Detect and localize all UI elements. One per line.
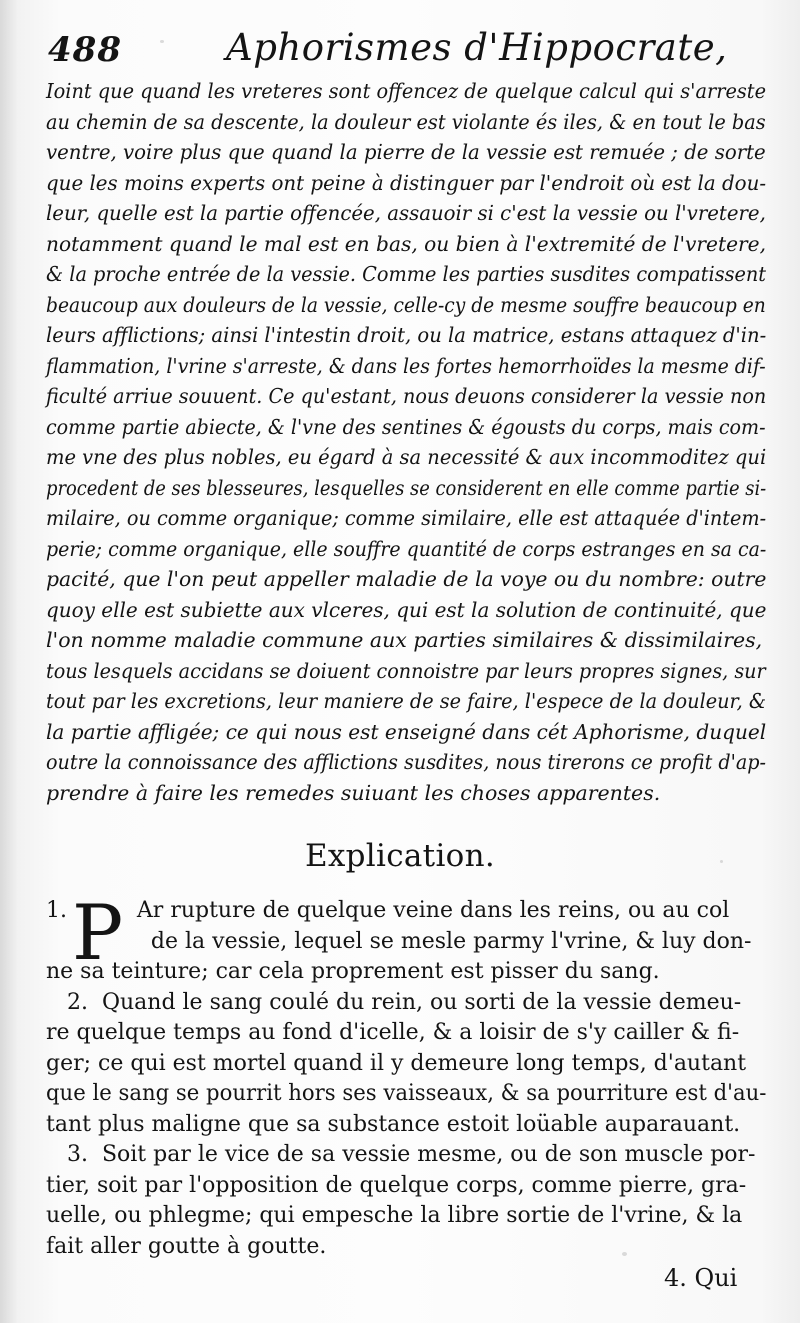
commentary-line: beaucoup aux douleurs de la vessie, celle-cy de mesme souffre beaucoup en: [46, 292, 766, 317]
commentary-line: outre la connoissance des afflictions susdites, nous tirerons ce profit d'ap-: [46, 750, 767, 774]
explication-line: ger; ce qui est mortel quand il y demeure long temps, d'autant: [46, 1050, 747, 1076]
explication-line: de la vessie, lequel se mesle parmy l'vrine, & luy don-: [46, 928, 752, 954]
drop-cap: P: [72, 888, 124, 977]
commentary-line: flammation, l'vrine s'arreste, & dans les fortes hemorrhoïdes la mesme dif-: [46, 353, 766, 378]
explication-line: uelle, ou phlegme; qui empesche la libre sortie de l'vrine, & la: [46, 1203, 743, 1228]
paper-speck: [622, 1252, 627, 1256]
commentary-line: quoy elle est subiette aux vlceres, qui est la solution de continuité, que: [46, 597, 767, 622]
catchword: 4. Qui: [664, 1264, 738, 1292]
paper-speck: [160, 40, 164, 43]
commentary-line: l'on nomme maladie commune aux parties similaires & dissimilaires,: [46, 628, 763, 652]
commentary-line: pacité, que l'on peut appeller maladie de la voye ou du nombre: outre: [46, 567, 767, 591]
commentary-line: que les moins experts ont peine à distinguer par l'endroit où est la dou-: [46, 170, 767, 195]
commentary-line: milaire, ou comme organique; comme similaire, elle est attaquée d'intem-: [46, 506, 767, 530]
explication-line: tant plus maligne que sa substance estoit loüable auparauant.: [46, 1111, 741, 1137]
section-heading: Explication.: [304, 838, 496, 874]
commentary-line: prendre à faire les remedes suiuant les choses apparentes.: [46, 780, 661, 805]
commentary-line: la partie affligée; ce qui nous est enseigné dans cét Aphorisme, duquel: [46, 719, 767, 744]
explication-line: ne sa teinture; car cela proprement est pisser du sang.: [46, 959, 660, 984]
explication-line: 3. Soit par le vice de sa vessie mesme, ou de son muscle por-: [46, 1142, 756, 1167]
paper-speck: [720, 860, 723, 863]
explication-line: 1. Ar rupture de quelque veine dans les reins, ou au col: [46, 898, 730, 923]
explication-list: [46, 888, 767, 1262]
commentary-paragraph: [46, 76, 766, 808]
running-title: Aphorismes d'Hippocrate,: [226, 26, 728, 69]
commentary-line: Ioint que quand les vreteres sont offencez de quelque calcul qui s'arreste: [46, 79, 767, 103]
page-header: [40, 22, 780, 74]
explication-line: tier, soit par l'opposition de quelque corps, comme pierre, gra-: [46, 1172, 747, 1198]
explication-line: que le sang se pourrit hors ses vaisseaux, & sa pourriture est d'au-: [46, 1081, 767, 1106]
explication-line: re quelque temps au fond d'icelle, & a loisir de s'y cailler & fi-: [46, 1020, 740, 1045]
commentary-line: tous lesquels accidans se doiuent connoistre par leurs propres signes, sur: [46, 658, 766, 683]
commentary-line: au chemin de sa descente, la douleur est violante és iles, & en tout le bas: [46, 109, 766, 134]
commentary-line: & la proche entrée de la vessie. Comme les parties susdites compatissent: [46, 262, 767, 286]
commentary-line: perie; comme organique, elle souffre quantité de corps estranges en sa ca-: [46, 536, 767, 561]
commentary-line: ficulté arriue souuent. Ce qu'estant, nous deuons considerer la vessie non: [46, 384, 767, 408]
commentary-line: tout par les excretions, leur maniere de se faire, l'espece de la douleur, &: [46, 689, 767, 713]
commentary-line: ventre, voire plus que quand la pierre de la vessie est remuée ; de sorte: [46, 140, 766, 164]
commentary-line: procedent de ses blesseures, lesquelles se considerent en elle comme partie si-: [46, 475, 767, 500]
explication-line: 2. Quand le sang coulé du rein, ou sorti de la vessie demeu-: [46, 989, 742, 1015]
commentary-line: leurs afflictions; ainsi l'intestin droit, ou la matrice, estans attaquez d'in-: [46, 323, 767, 347]
commentary-line: comme partie abiecte, & l'vne des sentines & égousts du corps, mais com-: [46, 414, 766, 439]
explication-line: fait aller goutte à goutte.: [46, 1233, 327, 1259]
page-number: 488: [48, 30, 122, 70]
commentary-line: notamment quand le mal est en bas, ou bien à l'extremité de l'vretere,: [46, 231, 767, 256]
commentary-line: me vne des plus nobles, eu égard à sa necessité & aux incommoditez qui: [46, 445, 767, 469]
commentary-line: leur, quelle est la partie offencée, assauoir si c'est la vessie ou l'vretere,: [46, 201, 766, 225]
